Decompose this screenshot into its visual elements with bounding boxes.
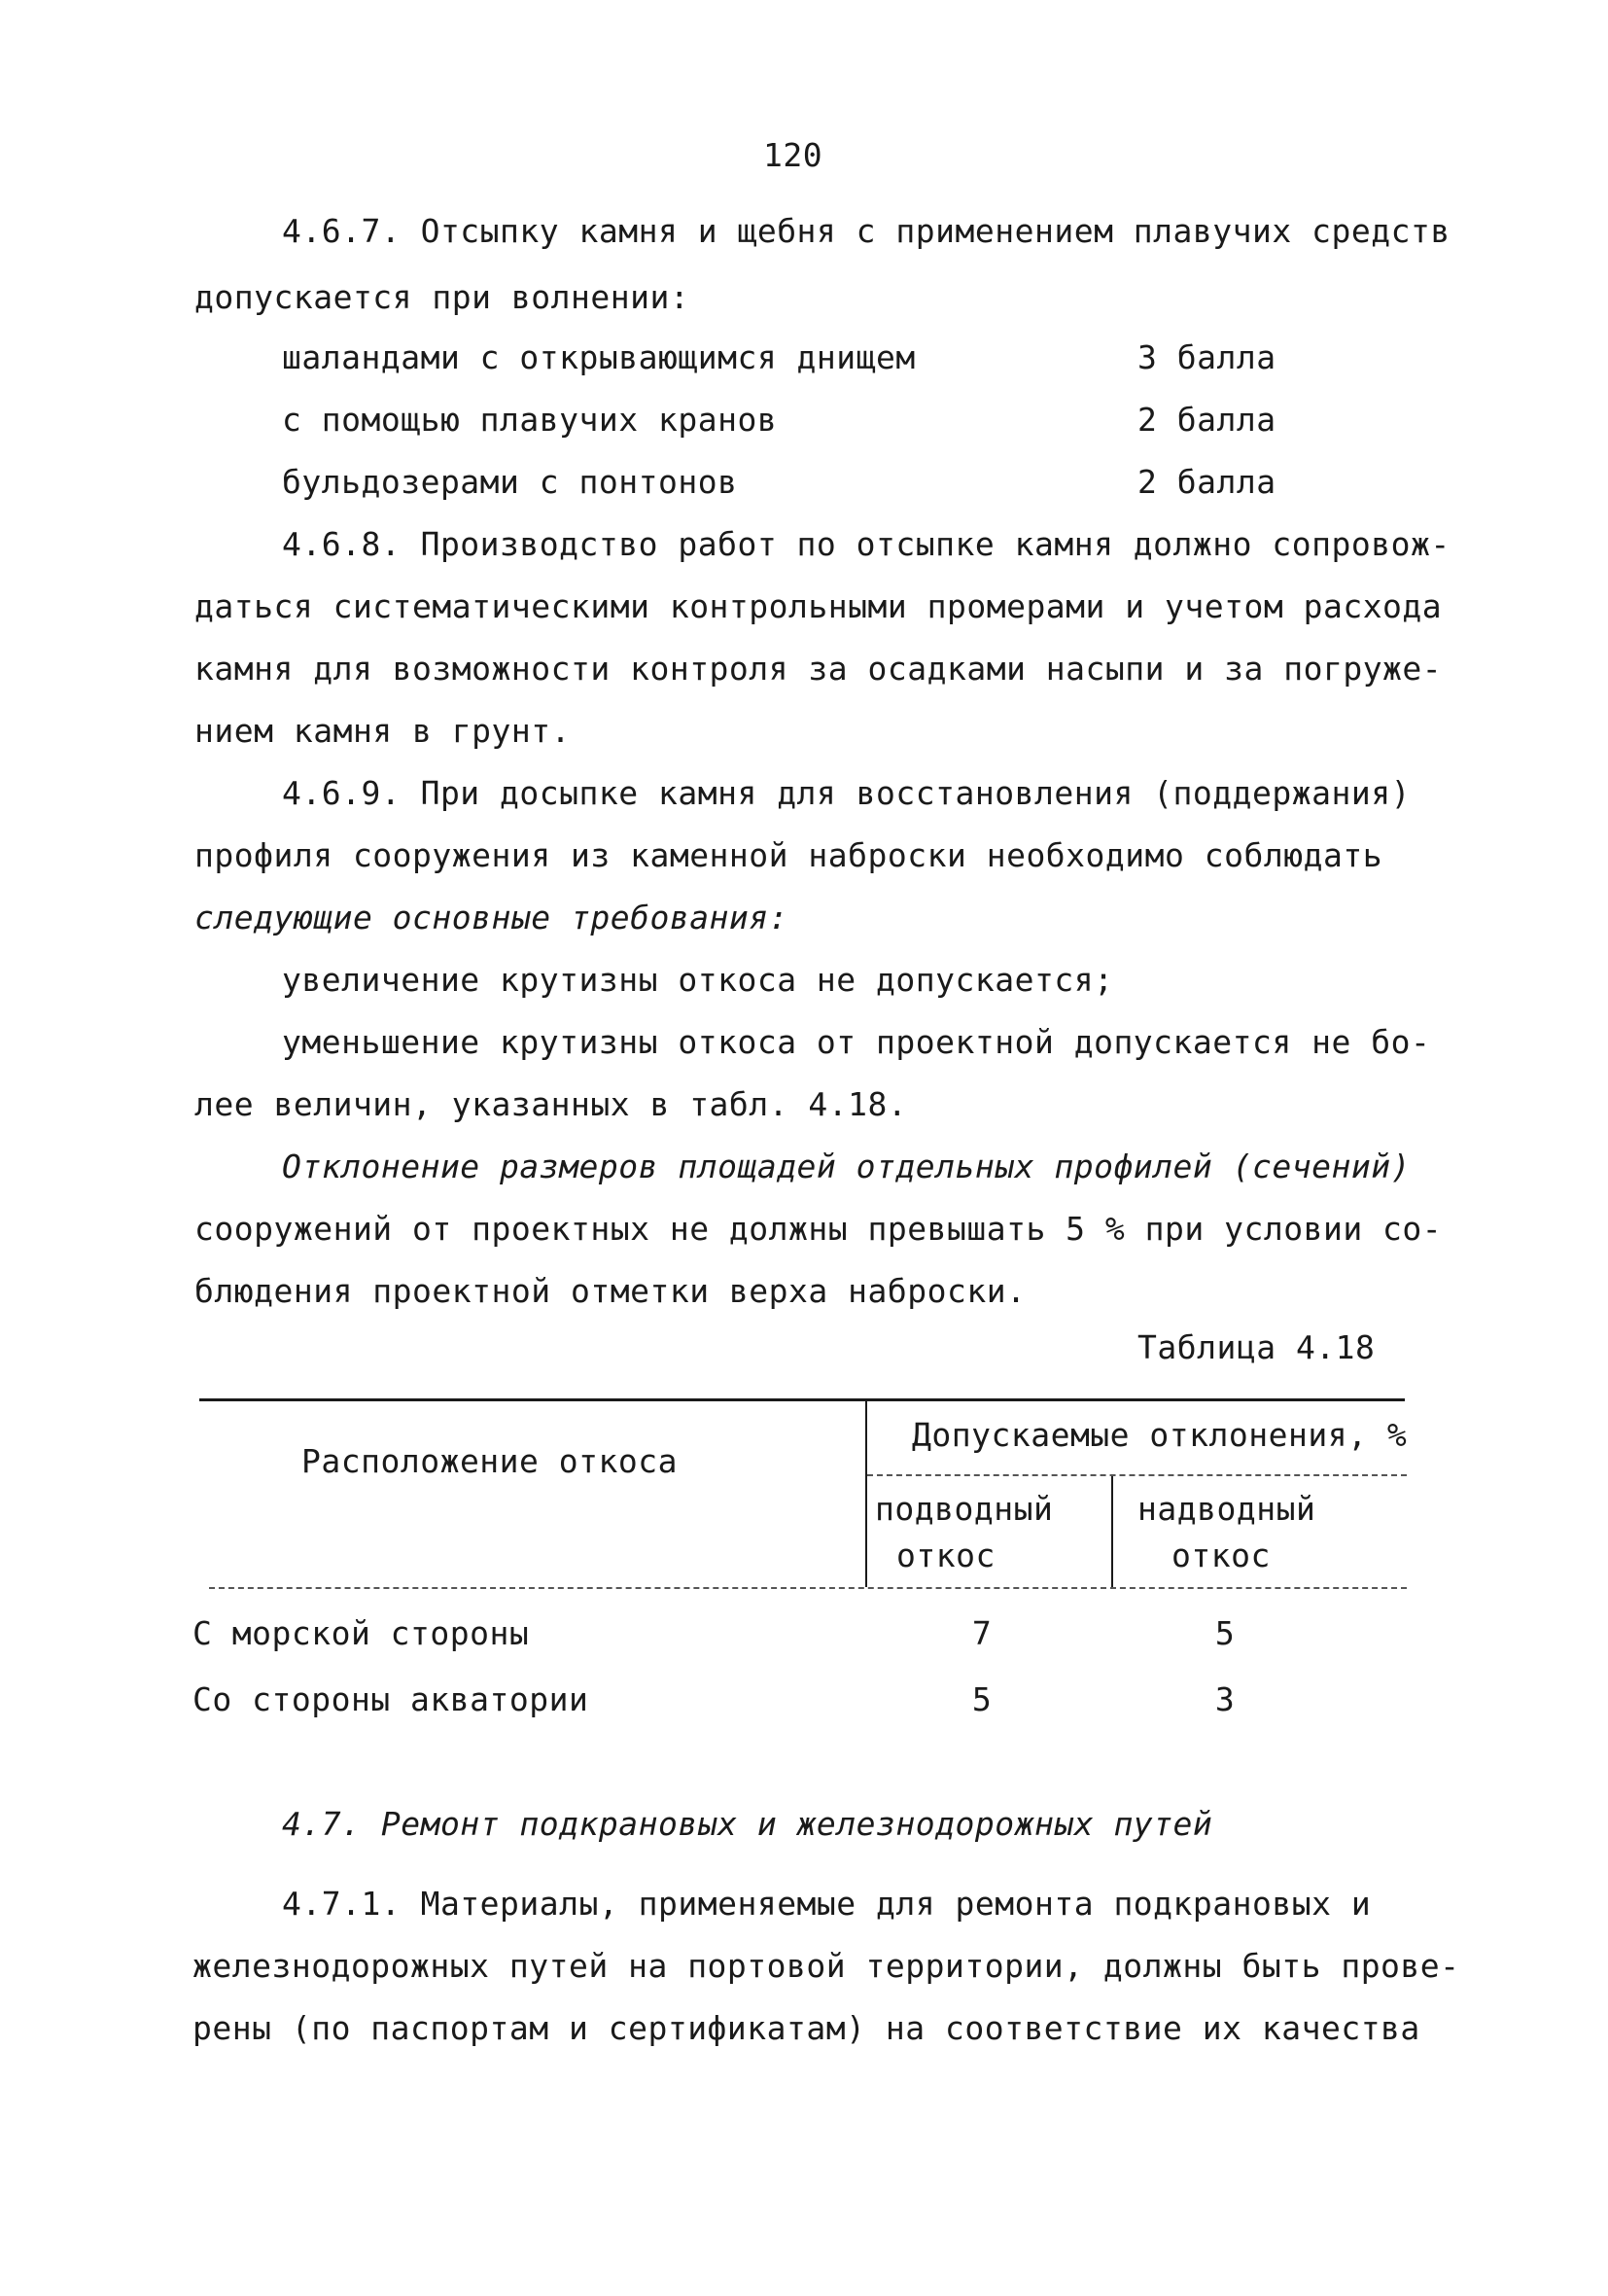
- paragraph-4-7-1-line: железнодорожных путей на портовой территории, должны быть прове-: [192, 1947, 1460, 1985]
- table-cell-location: С морской стороны: [192, 1614, 530, 1652]
- list-item-label: с помощью плавучих кранов: [282, 401, 778, 439]
- table-header-location: Расположение откоса: [301, 1442, 678, 1480]
- deviation-paragraph-line: блюдения проектной отметки верха наброски.: [194, 1272, 1027, 1310]
- table-vertical-rule: [865, 1400, 867, 1587]
- table-header-under: подводный: [875, 1490, 1054, 1528]
- paragraph-4-6-9-line: следующие основные требования:: [194, 899, 789, 936]
- paragraph-4-6-9-line: профиля сооружения из каменной наброски необходимо соблюдать: [194, 836, 1383, 874]
- table-header-group: Допускаемые отклонения, %: [912, 1416, 1408, 1454]
- paragraph-4-7-1-line: 4.7.1. Материалы, применяемые для ремонта подкрановых и: [282, 1885, 1372, 1923]
- table-vertical-rule-inner: [1111, 1476, 1113, 1587]
- table-cell-above: 3: [1214, 1680, 1236, 1718]
- deviation-paragraph-line: Отклонение размеров площадей отдельных профилей (сечений): [282, 1148, 1411, 1185]
- list-item-label: шаландами с открывающимся днищем: [282, 338, 916, 376]
- table-header-bottom-rule: [209, 1587, 1407, 1589]
- table-caption: Таблица 4.18: [1137, 1328, 1376, 1366]
- list-item-value: 2 балла: [1137, 463, 1276, 501]
- table-top-rule: [199, 1398, 1405, 1401]
- deviation-paragraph-line: сооружений от проектных не должны превышать 5 % при условии со-: [194, 1210, 1443, 1248]
- paragraph-4-6-8-line: 4.6.8. Производство работ по отсыпке камня должно сопровож-: [282, 525, 1451, 563]
- list-item-value: 2 балла: [1137, 401, 1276, 439]
- paragraph-4-6-7-line-2: допускается при волнении:: [194, 278, 690, 316]
- table-cell-above: 5: [1214, 1614, 1236, 1652]
- table-header-above: откос: [1171, 1537, 1271, 1574]
- table-header-above: надводный: [1137, 1490, 1316, 1528]
- table-header-under: откос: [896, 1537, 996, 1574]
- paragraph-4-6-9-line: 4.6.9. При досыпке камня для восстановления (поддержания): [282, 774, 1411, 812]
- list-item-label: бульдозерами с понтонов: [282, 463, 738, 501]
- table-cell-under: 5: [971, 1680, 993, 1718]
- paragraph-4-6-8-line: даться систематическими контрольными промерами и учетом расхода: [194, 587, 1443, 625]
- paragraph-4-6-7-line-1: 4.6.7. Отсыпку камня и щебня с применением плавучих средств: [282, 212, 1451, 250]
- table-cell-location: Со стороны акватории: [192, 1680, 589, 1718]
- requirement-2-line: лее величин, указанных в табл. 4.18.: [194, 1085, 908, 1123]
- requirement-1: увеличение крутизны откоса не допускается;: [282, 961, 1114, 999]
- table-cell-under: 7: [971, 1614, 993, 1652]
- requirement-2-line: уменьшение крутизны откоса от проектной допускается не бо-: [282, 1023, 1431, 1061]
- paragraph-4-7-1-line: рены (по паспортам и сертификатам) на соответствие их качества: [192, 2009, 1420, 2047]
- section-heading: 4.7. Ремонт подкрановых и железнодорожных путей: [282, 1805, 1213, 1843]
- paragraph-4-6-8-line: камня для возможности контроля за осадками насыпи и за погруже-: [194, 650, 1443, 688]
- table-group-rule: [867, 1474, 1407, 1476]
- paragraph-4-6-8-line: нием камня в грунт.: [194, 712, 571, 750]
- list-item-value: 3 балла: [1137, 338, 1276, 376]
- page-number: 120: [763, 136, 823, 174]
